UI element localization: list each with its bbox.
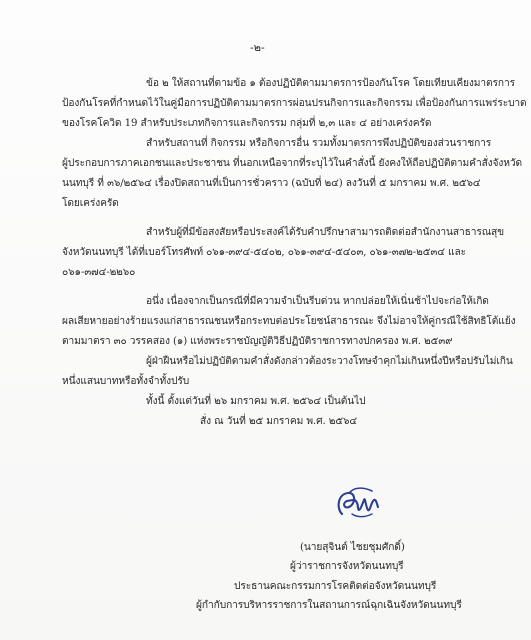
paragraph-2-line-1: สำหรับสถานที่ กิจกรรม หรือกิจการอื่น รวมทั้งมาตรการพึงปฏิบัติของส่วนราชการ bbox=[146, 138, 492, 149]
paragraph-2-line-4: โดยเคร่งครัด bbox=[62, 198, 119, 209]
paragraph-5-line-1: ผู้ฝ่าฝืนหรือไม่ปฏิบัติตามคำสั่งดังกล่าวต้องระวางโทษจำคุกไม่เกินหนึ่งปีหรือปรับไม่เกิน bbox=[146, 356, 513, 367]
paragraph-5-line-2: หนึ่งแสนบาทหรือทั้งจำทั้งปรับ bbox=[62, 376, 190, 387]
order-date: สั่ง ณ วันที่ ๒๕ มกราคม พ.ศ. ๒๕๖๔ bbox=[200, 416, 357, 427]
paragraph-4-line-3: ตามมาตรา ๓๐ วรรคสอง (๑) แห่งพระราชบัญญัติวิธีปฏิบัติราชการทางปกครอง พ.ศ. ๒๕๓๙ bbox=[62, 336, 453, 347]
paragraph-4-line-2: ผลเสียหายอย่างร้ายแรงแก่สาธารณชนหรือกระทบต่อประโยชน์สาธารณะ จึงไม่อาจให้คู่กรณีใช้สิทธิโต้แย้ง bbox=[62, 316, 516, 327]
effective-date: ทั้งนี้ ตั้งแต่วันที่ ๒๖ มกราคม พ.ศ. ๒๕๖๔ เป็นต้นไป bbox=[146, 396, 366, 407]
paragraph-1-line-1: ข้อ ๒ ให้สถานที่ตามข้อ ๑ ต้องปฏิบัติตามมาตรการป้องกันโรค โดยเทียบเคียงมาตรการ bbox=[146, 78, 515, 89]
paragraph-2-line-2: ผู้ประกอบการภาคเอกชนและประชาชน ที่นอกเหนือจากที่ระบุไว้ในคำสั่งนี้ ยังคงให้ถือปฏิบัติตามคำสั่งจังหวัด bbox=[62, 158, 523, 169]
signatory-name: (นายสุจินต์ ไชยชุมศักดิ์) bbox=[300, 542, 405, 553]
handwritten-signature-icon bbox=[332, 484, 386, 524]
paragraph-3-line-3: ๐๖๑-๓๗๔-๒๒๖๐ bbox=[62, 267, 136, 278]
paragraph-1-line-3: ของโรคโควิด 19 สำหรับประเภทกิจการและกิจกรรม กลุ่มที่ ๒,๓ และ ๔ อย่างเคร่งครัด bbox=[62, 118, 432, 129]
paragraph-2-line-3: นนทบุรี ที่ ๓๖/๒๕๖๔ เรื่องปิดสถานที่เป็นการชั่วคราว (ฉบับที่ ๒๔) ลงวันที่ ๕ มกราคม พ.ศ. ๒๕๖๔ bbox=[62, 178, 481, 189]
paragraph-3-line-2: จังหวัดนนทบุรี ได้ที่เบอร์โทรศัพท์ ๐๖๑-๓๙๔-๕๔๐๒, ๐๖๑-๓๙๔-๕๔๐๓, ๐๖๑-๓๗๒-๒๕๓๔ และ bbox=[62, 247, 466, 258]
paragraph-1-line-2: ป้องกันโรคที่กำหนดไว้ในคู่มือการปฏิบัติตามมาตรการผ่อนปรนกิจการและกิจกรรม เพื่อป้องกันการแพร่ระบาด bbox=[62, 98, 527, 109]
paragraph-4-line-1: อนึ่ง เนื่องจากเป็นกรณีที่มีความจำเป็นรีบด่วน หากปล่อยให้เนิ่นช้าไปจะก่อให้เกิด bbox=[146, 296, 489, 307]
signatory-title-2: ประธานคณะกรรมการโรคติดต่อจังหวัดนนทบุรี bbox=[234, 581, 437, 592]
paragraph-3-line-1: สำหรับผู้ที่มีข้อสงสัยหรือประสงค์ได้รับคำปรึกษาสามารถติดต่อสำนักงานสาธารณสุข bbox=[146, 227, 505, 238]
page-number: -๒- bbox=[250, 41, 265, 54]
signatory-title-3: ผู้กำกับการบริหารราชการในสถานการณ์ฉุกเฉินจังหวัดนนทบุรี bbox=[196, 600, 462, 611]
signatory-title-1: ผู้ว่าราชการจังหวัดนนทบุรี bbox=[290, 561, 404, 572]
